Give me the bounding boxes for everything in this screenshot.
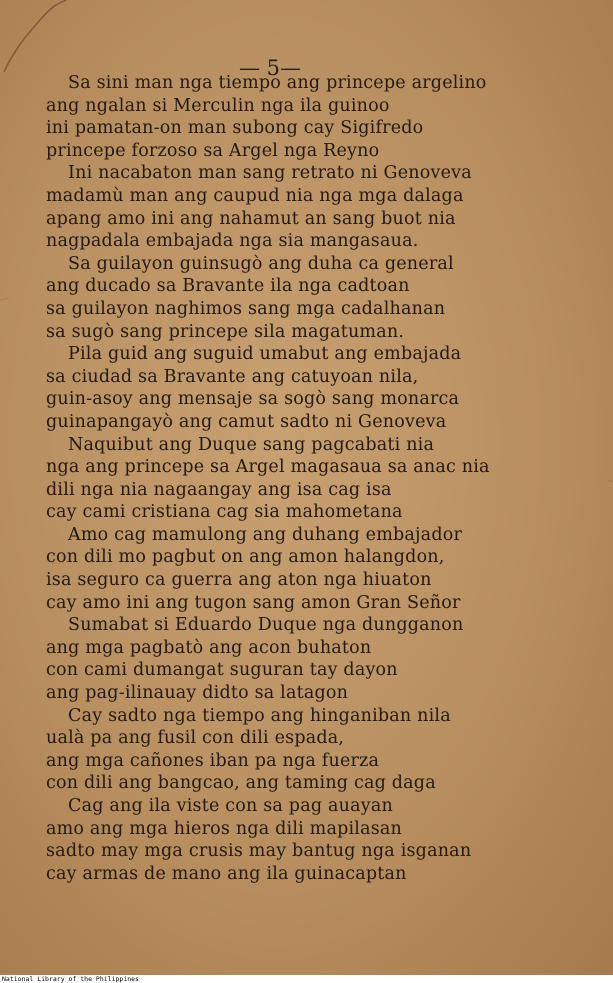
poem-line: apang amo ini ang nahamut an sang buot nia bbox=[46, 208, 456, 229]
footer-credit: National Library of the Philippines bbox=[2, 975, 139, 983]
page-number: — 5— bbox=[238, 56, 302, 80]
poem-line: cay amo ini ang tugon sang amon Gran Señor bbox=[46, 592, 461, 613]
stanza-first-line: Pila guid ang suguid umabut ang embajada bbox=[68, 344, 462, 365]
poem-line: amo ang mga hieros nga dili mapilasan bbox=[46, 818, 403, 839]
stanza-first-line: Sa sini man nga tiempo ang princepe argelino bbox=[68, 73, 487, 93]
poem-line: cay armas de mano ang ila guinacaptan bbox=[46, 863, 407, 884]
poem-line: sa sugò sang princepe sila magatuman. bbox=[46, 321, 405, 342]
poem-line: sadto may mga crusis may bantug nga isganan bbox=[46, 841, 472, 862]
poem-line: isa seguro ca guerra ang aton nga hiuaton bbox=[46, 570, 432, 591]
poem-line: ini pamatan-on man subong cay Sigifredo bbox=[46, 118, 424, 139]
stanza-first-line: Sa guilayon guinsugò ang duha ca general bbox=[68, 253, 454, 274]
poem-line: sa ciudad sa Bravante ang catuyoan nila, bbox=[46, 366, 419, 387]
poem-line: guin-asoy ang mensaje sa sogò sang monarca bbox=[46, 389, 460, 410]
poem-line: guinapangayò ang camut sadto ni Genoveva bbox=[46, 411, 447, 432]
poem-line: ang ducado sa Bravante ila nga cadtoan bbox=[46, 276, 410, 297]
poem-line: princepe forzoso sa Argel nga Reyno bbox=[46, 140, 380, 161]
poem-line: con dili ang bangcao, ang taming cag daga bbox=[46, 773, 436, 794]
poem-line: con dili mo pagbut on ang amon halangdon, bbox=[46, 547, 445, 568]
poem-line: dili nga nia nagaangay ang isa cag isa bbox=[46, 479, 392, 500]
stanza-first-line: Ini nacabaton man sang retrato ni Genoveva bbox=[68, 163, 472, 184]
poem-line: sa guilayon naghimos sang mga cadalhanan bbox=[46, 298, 446, 319]
stanza-first-line: Sumabat si Eduardo Duque nga dungganon bbox=[68, 615, 464, 636]
poem-text bbox=[46, 72, 566, 885]
poem-line: con cami dumangat suguran tay dayon bbox=[46, 660, 398, 681]
poem-line: nga ang princepe sa Argel magasaua sa anac nia bbox=[46, 457, 490, 478]
poem-line: ang mga pagbatò ang acon buhaton bbox=[46, 637, 372, 658]
poem-line: nagpadala embajada nga sia mangasaua. bbox=[46, 231, 419, 252]
poem-line: ang mga cañones iban pa nga fuerza bbox=[46, 750, 380, 771]
stanza-first-line: Amo cag mamulong ang duhang embajador bbox=[68, 524, 463, 545]
poem-line: ualà pa ang fusil con dili espada, bbox=[46, 728, 345, 749]
poem-line: madamù man ang caupud nia nga mga dalaga bbox=[46, 185, 464, 206]
poem-line: ang pag-ilinauay didto sa latagon bbox=[46, 683, 349, 704]
poem-line: ang ngalan si Merculin nga ila guinoo bbox=[46, 95, 390, 116]
stanza-first-line: Cag ang ila viste con sa pag auayan bbox=[68, 796, 393, 816]
stanza-first-line: Cay sadto nga tiempo ang hinganiban nila bbox=[68, 705, 451, 726]
stanza-first-line: Naquibut ang Duque sang pagcabati nia bbox=[68, 434, 435, 455]
poem-line: cay cami cristiana cag sia mahometana bbox=[46, 502, 403, 523]
